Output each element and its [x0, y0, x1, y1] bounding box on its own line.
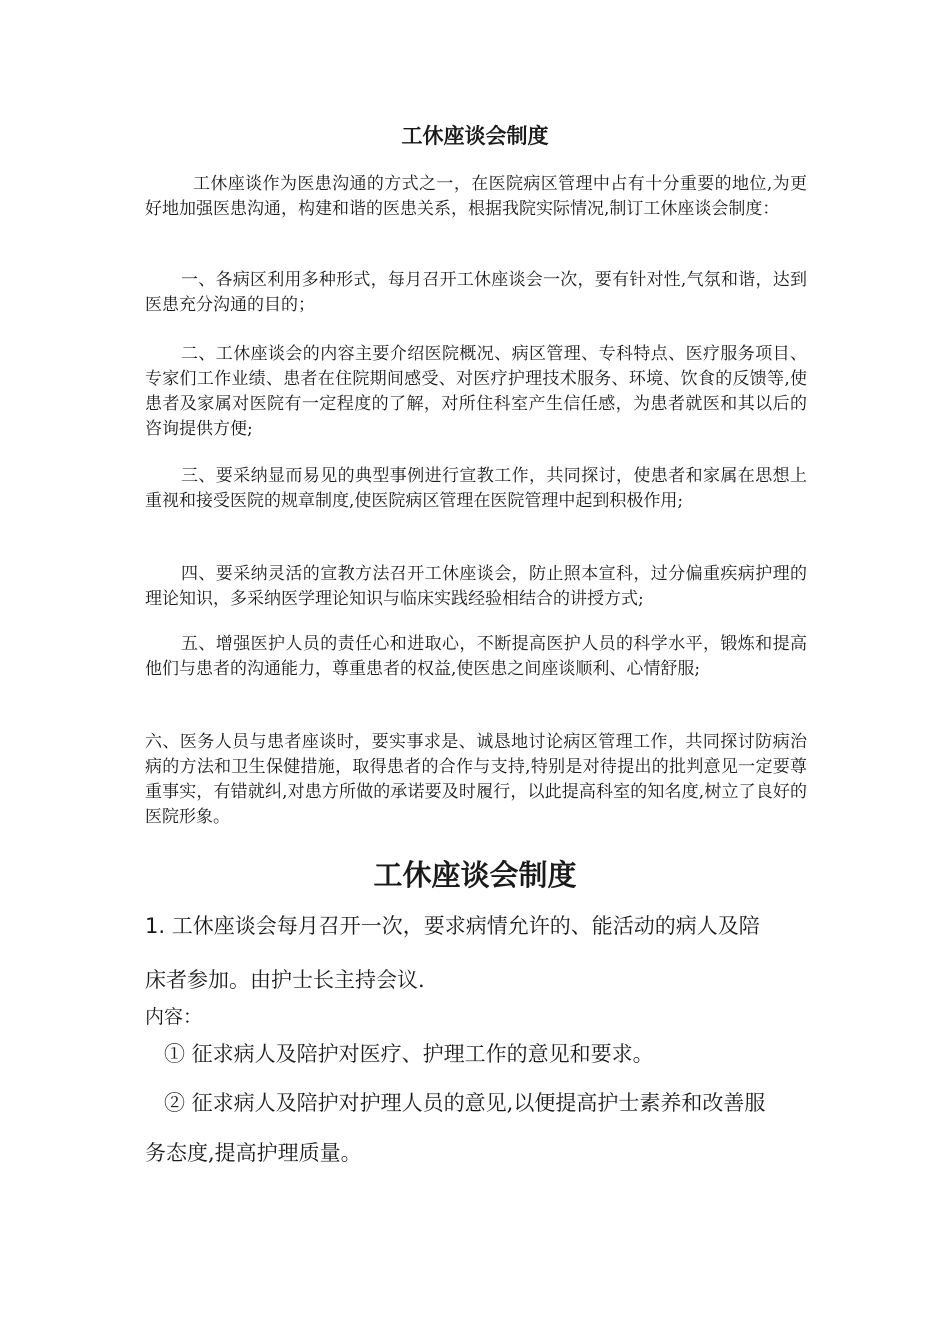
rule-item-2: 二、工休座谈会的内容主要介绍医院概况、病区管理、专科特点、医疗服务项目、专家们工作业绩、患者在住院期间感受、对医疗护理技术服务、环境、饮食的反馈等,使患者及家属对医院有一定程度的了解，对所住科室产生信任感，为患者就医和其以后的咨询提供方便;: [145, 344, 807, 439]
document-title: 工休座谈会制度: [401, 124, 549, 148]
rule-item-5: 五、增强医护人员的责任心和进取心，不断提高医护人员的科学水平，锻炼和提高他们与患者的沟通能力，尊重患者的权益,使医患之间座谈顺利、心情舒服;: [145, 634, 807, 679]
item-1-text: 工休座谈会每月召开一次，要求病情允许的、能活动的病人及陪: [171, 914, 760, 938]
rule-item-6: 六、医务人员与患者座谈时，要实事求是、诚恳地讨论病区管理工作，共同探讨防病治病的方法和卫生保健措施，取得患者的合作与支持,特别是对待提出的批判意见一定要尊重事实，有错就纠,对患方所做的承诺要及时履行，以此提高科室的知名度,树立了良好的医院形象。: [145, 732, 807, 827]
rule-item-3: 三、要采纳显而易见的典型事例进行宣教工作，共同探讨，使患者和家属在思想上重视和接受医院的规章制度,使医院病区管理在医院管理中起到积极作用;: [145, 466, 807, 511]
intro-paragraph: 工休座谈作为医患沟通的方式之一，在医院病区管理中占有十分重要的地位,为更好地加强医患沟通，构建和谐的医患关系，根据我院实际情况,制订工休座谈会制度：: [145, 174, 807, 219]
content-sub-item-2-line2: 务态度,提高护理质量。: [145, 1141, 362, 1165]
rule-item-4: 四、要采纳灵活的宣教方法召开工休座谈会，防止照本宣科，过分偏重疾病护理的理论知识，多采纳医学理论知识与临床实践经验相结合的讲授方式;: [145, 564, 807, 609]
section-item-1-line2: 床者参加。由护士长主持会议.: [145, 968, 425, 992]
content-label: 内容：: [145, 1006, 203, 1028]
section-item-1-line1: [145, 912, 810, 940]
content-sub-item-1: ① 征求病人及陪护对医疗、护理工作的意见和要求。: [164, 1042, 654, 1066]
rule-item-1: 一、各病区利用多种形式，每月召开工休座谈会一次，要有针对性,气氛和谐，达到医患充分沟通的目的；: [145, 270, 807, 315]
content-sub-item-2-line1: ② 征求病人及陪护对护理人员的意见,以便提高护士素养和改善服: [164, 1091, 766, 1115]
section-title: 工休座谈会制度: [373, 858, 577, 892]
item-number: 1.: [145, 914, 166, 938]
